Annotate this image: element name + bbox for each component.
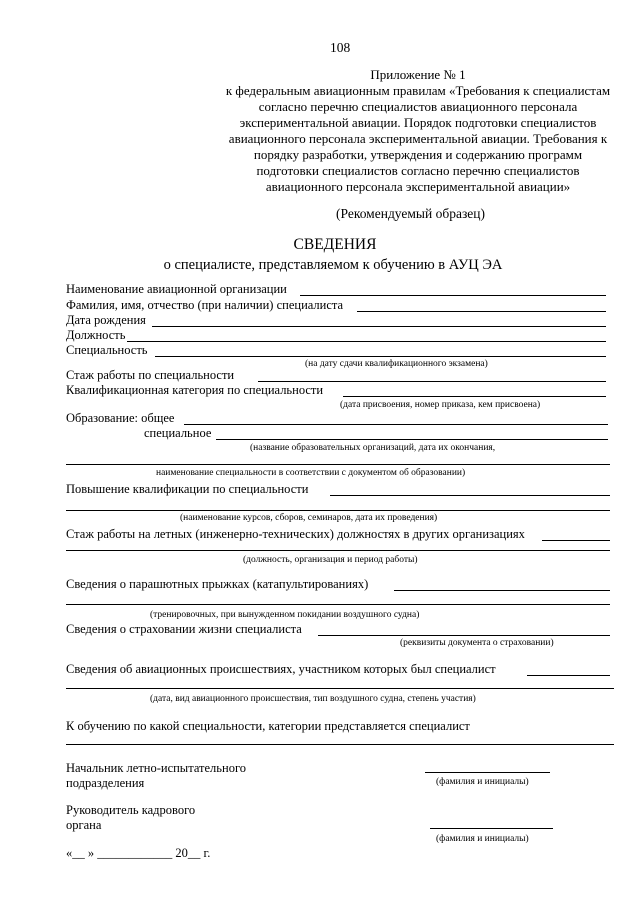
date-field[interactable]: «__ » ____________ 20__ г. [66, 846, 211, 860]
field-insurance-label: Сведения о страховании жизни специалиста [66, 622, 302, 636]
appendix-line: к федеральным авиационным правилам «Требования к специалистам [225, 83, 611, 98]
education-hint-1: (название образовательных организаций, дата их окончания, [250, 443, 496, 453]
insurance-line[interactable] [318, 635, 610, 636]
incidents-extra-line[interactable] [66, 688, 614, 689]
head-signature-label-1: Начальник летно-испытательного [66, 761, 247, 775]
education-extra-line[interactable] [66, 464, 610, 465]
appendix-title: Приложение № 1 [370, 67, 466, 82]
field-education-label: Образование: общее [66, 411, 175, 425]
incidents-hint: (дата, вид авиационного происшествия, тип воздушного судна, степень участия) [150, 694, 476, 704]
sample-note: (Рекомендуемый образец) [336, 206, 485, 221]
qualification-line[interactable] [330, 495, 610, 496]
page-number: 108 [330, 40, 351, 55]
specialty-line[interactable] [155, 356, 606, 357]
flight-experience-hint: (должность, организация и период работы) [243, 555, 418, 565]
parachute-hint: (тренировочных, при вынужденном покидании воздушного судна) [150, 610, 420, 620]
head-signature-hint: (фамилия и инициалы) [436, 777, 529, 787]
category-hint: (дата присвоения, номер приказа, кем присвоена) [340, 400, 541, 410]
head-signature-label-2: подразделения [66, 776, 145, 790]
org-line[interactable] [300, 295, 606, 296]
field-experience-label: Стаж работы по специальности [66, 368, 235, 382]
appendix-line: авиационного персонала экспериментальной авиации. Требования к [228, 131, 608, 146]
education-general-line[interactable] [184, 424, 608, 425]
appendix-line: порядку разработки, утверждения и содержанию программ [253, 147, 583, 162]
field-qualification-label: Повышение квалификации по специальности [66, 482, 309, 496]
specialty-hint: (на дату сдачи квалификационного экзамена) [305, 359, 488, 369]
experience-line[interactable] [258, 381, 606, 382]
appendix-line: экспериментальной авиации. Порядок подготовки специалистов [239, 115, 597, 130]
parachute-extra-line[interactable] [66, 604, 610, 605]
parachute-line[interactable] [394, 590, 610, 591]
hr-signature-hint: (фамилия и инициалы) [436, 834, 529, 844]
appendix-line: подготовки специалистов согласно перечню специалистов [256, 163, 580, 178]
field-org-label: Наименование авиационной организации [66, 282, 287, 296]
education-hint-2: наименование специальности в соответствии с документом об образовании) [156, 468, 466, 478]
qualification-extra-line[interactable] [66, 510, 610, 511]
position-line[interactable] [127, 341, 606, 342]
field-parachute-label: Сведения о парашютных прыжках (катапультированиях) [66, 577, 369, 591]
fio-line[interactable] [357, 311, 606, 312]
field-fio-label: Фамилия, имя, отчество (при наличии) специалиста [66, 298, 344, 312]
category-line[interactable] [343, 396, 606, 397]
field-flight-experience-label: Стаж работы на летных (инженерно-технических) должностях в других организациях [66, 527, 525, 541]
insurance-hint: (реквизиты документа о страховании) [400, 638, 554, 648]
qualification-hint: (наименование курсов, сборов, семинаров, дата их проведения) [180, 513, 438, 523]
training-for-line[interactable] [66, 744, 614, 745]
hr-signature-line[interactable] [430, 828, 553, 829]
appendix-line: авиационного персонала экспериментальной авиации» [265, 179, 571, 194]
field-specialty-label: Специальность [66, 343, 148, 357]
field-training-for-label: К обучению по какой специальности, категории представляется специалист [66, 719, 470, 733]
incidents-line[interactable] [527, 675, 610, 676]
appendix-block [225, 67, 611, 195]
field-category-label: Квалификационная категория по специальности [66, 383, 324, 397]
dob-line[interactable] [152, 326, 606, 327]
flight-experience-extra-line[interactable] [66, 550, 610, 551]
hr-signature-label-1: Руководитель кадрового [66, 803, 196, 817]
appendix-line: согласно перечню специалистов авиационного персонала [258, 99, 578, 114]
education-special-line[interactable] [216, 439, 608, 440]
document-subtitle: о специалисте, представляемом к обучению в АУЦ ЭА [163, 257, 503, 273]
field-education-special-label: специальное [144, 426, 212, 440]
field-incidents-label: Сведения об авиационных происшествиях, участником которых был специалист [66, 662, 496, 676]
head-signature-line[interactable] [425, 772, 550, 773]
field-position-label: Должность [66, 328, 126, 342]
flight-experience-line[interactable] [542, 540, 610, 541]
field-dob-label: Дата рождения [66, 313, 146, 327]
hr-signature-label-2: органа [66, 818, 102, 832]
document-title: СВЕДЕНИЯ [293, 236, 377, 253]
